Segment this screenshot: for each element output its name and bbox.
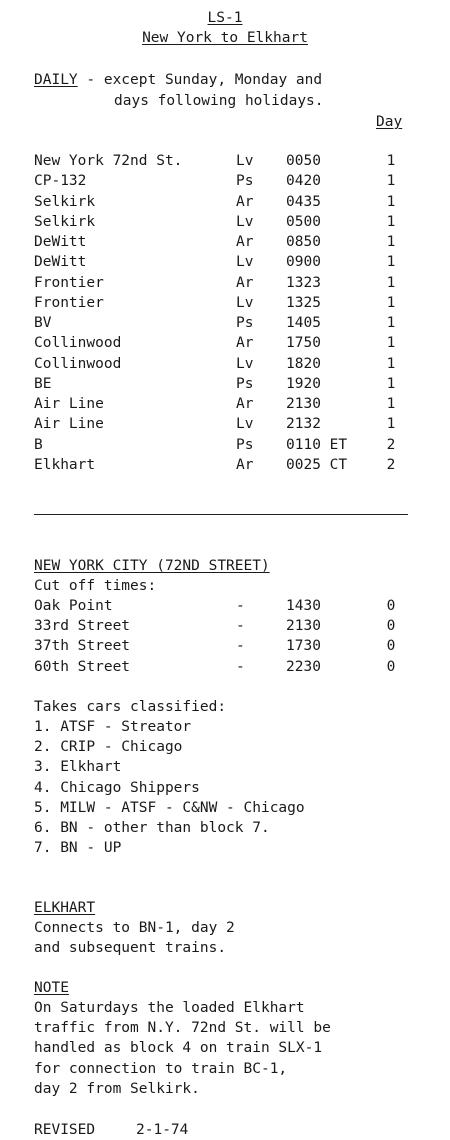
classified-item: 4. Chicago Shippers xyxy=(34,780,200,796)
schedule-row xyxy=(0,435,450,455)
station-name: Frontier xyxy=(34,295,104,311)
arrival-code: Lv xyxy=(236,153,254,169)
cutoff-location: Oak Point xyxy=(34,598,113,614)
classified-item: 5. MILW - ATSF - C&NW - Chicago xyxy=(34,800,305,816)
day: 1 xyxy=(386,356,396,372)
station-name: BV xyxy=(34,315,52,331)
cutoff-location: 33rd Street xyxy=(34,618,131,634)
time: 1820 xyxy=(286,356,321,372)
time: 1323 xyxy=(286,275,321,291)
station-name: BE xyxy=(34,376,52,392)
station-name: Collinwood xyxy=(34,335,122,351)
time: 1325 xyxy=(286,295,321,311)
station-name: Selkirk xyxy=(34,214,96,230)
note-line: handled as block 4 on train SLX-1 xyxy=(34,1040,323,1056)
note-line: traffic from N.Y. 72nd St. will be xyxy=(34,1020,331,1036)
arrival-code: Ps xyxy=(236,173,254,189)
route-title: New York to Elkhart xyxy=(142,30,308,47)
schedule-row xyxy=(0,232,450,252)
day: 1 xyxy=(386,234,396,250)
cutoff-location: 37th Street xyxy=(34,638,131,654)
schedule-row xyxy=(0,455,450,475)
arrival-code: Ar xyxy=(236,396,254,412)
day: 1 xyxy=(386,335,396,351)
time: 0050 xyxy=(286,153,321,169)
time: 0025 CT xyxy=(286,457,348,473)
station-name: B xyxy=(34,437,43,453)
day: 1 xyxy=(386,254,396,270)
arrival-code: Ps xyxy=(236,315,254,331)
schedule-row xyxy=(0,212,450,232)
cutoff-row xyxy=(0,657,450,677)
arrival-code: Lv xyxy=(236,295,254,311)
day: 1 xyxy=(386,315,396,331)
classified-label: Takes cars classified: xyxy=(34,699,227,715)
schedule-row xyxy=(0,374,450,394)
schedule-row xyxy=(0,394,450,414)
schedule-row xyxy=(0,313,450,333)
cutoff-location: 60th Street xyxy=(34,659,131,675)
cutoff-time: 1430 xyxy=(286,598,321,614)
arrival-code: Ar xyxy=(236,275,254,291)
station-name: Air Line xyxy=(34,416,104,432)
cutoff-dash: - xyxy=(236,659,245,675)
classified-item: 2. CRIP - Chicago xyxy=(34,739,183,755)
arrival-code: Ar xyxy=(236,335,254,351)
station-name: Collinwood xyxy=(34,356,122,372)
schedule-row xyxy=(0,333,450,353)
time: 0420 xyxy=(286,173,321,189)
arrival-code: Lv xyxy=(236,416,254,432)
time: 0500 xyxy=(286,214,321,230)
time: 1920 xyxy=(286,376,321,392)
time: 2130 xyxy=(286,396,321,412)
note-line: day 2 from Selkirk. xyxy=(34,1081,200,1097)
cutoff-dash: - xyxy=(236,598,245,614)
day: 1 xyxy=(386,173,396,189)
time: 1750 xyxy=(286,335,321,351)
time: 1405 xyxy=(286,315,321,331)
time: 2132 xyxy=(286,416,321,432)
schedule-row xyxy=(0,414,450,434)
classified-item: 3. Elkhart xyxy=(34,759,122,775)
cutoff-dash: - xyxy=(236,618,245,634)
cutoff-row xyxy=(0,636,450,656)
cutoff-dash: - xyxy=(236,638,245,654)
arrival-code: Ps xyxy=(236,376,254,392)
title-block xyxy=(0,8,450,48)
classified-item: 7. BN - UP xyxy=(34,840,122,856)
classified-item: 1. ATSF - Streator xyxy=(34,719,192,735)
arrival-code: Lv xyxy=(236,254,254,270)
day: 1 xyxy=(386,396,396,412)
day: 1 xyxy=(386,295,396,311)
arrival-code: Ps xyxy=(236,437,254,453)
time: 0850 xyxy=(286,234,321,250)
day: 2 xyxy=(386,457,396,473)
schedule-row xyxy=(0,192,450,212)
station-name: DeWitt xyxy=(34,254,87,270)
cutoff-time: 2230 xyxy=(286,659,321,675)
day: 1 xyxy=(386,376,396,392)
station-name: Frontier xyxy=(34,275,104,291)
cutoff-row xyxy=(0,596,450,616)
arrival-code: Lv xyxy=(236,214,254,230)
service-text-2: days following holidays. xyxy=(114,93,324,109)
day: 2 xyxy=(386,437,396,453)
cutoff-day: 0 xyxy=(386,598,396,614)
station-name: DeWitt xyxy=(34,234,87,250)
time: 0900 xyxy=(286,254,321,270)
classified-item: 6. BN - other than block 7. xyxy=(34,820,270,836)
schedule-row xyxy=(0,171,450,191)
station-name: Elkhart xyxy=(34,457,96,473)
note-line: for connection to train BC-1, xyxy=(34,1061,288,1077)
schedule-row xyxy=(0,354,450,374)
section-divider xyxy=(34,514,408,515)
nyc-heading: NEW YORK CITY (72ND STREET) xyxy=(34,558,270,574)
schedule-row xyxy=(0,293,450,313)
time: 0110 ET xyxy=(286,437,348,453)
note-heading: NOTE xyxy=(34,980,69,996)
revised-date: 2-1-74 xyxy=(136,1122,189,1138)
elkhart-heading: ELKHART xyxy=(34,900,96,916)
cutoff-time: 1730 xyxy=(286,638,321,654)
arrival-code: Lv xyxy=(236,356,254,372)
train-code: LS-1 xyxy=(207,10,243,26)
day-column-header: Day xyxy=(376,114,403,130)
day: 1 xyxy=(386,194,396,210)
station-name: Selkirk xyxy=(34,194,96,210)
cutoff-day: 0 xyxy=(386,638,396,654)
service-label: DAILY xyxy=(34,72,78,88)
station-name: Air Line xyxy=(34,396,104,412)
cutoff-label: Cut off times: xyxy=(34,578,157,594)
elkhart-line: and subsequent trains. xyxy=(34,940,227,956)
schedule-row xyxy=(0,273,450,293)
revised-label: REVISED xyxy=(34,1122,96,1138)
service-line-1 xyxy=(34,70,322,90)
arrival-code: Ar xyxy=(236,194,254,210)
cutoff-day: 0 xyxy=(386,618,396,634)
arrival-code: Ar xyxy=(236,234,254,250)
note-line: On Saturdays the loaded Elkhart xyxy=(34,1000,305,1016)
day: 1 xyxy=(386,214,396,230)
arrival-code: Ar xyxy=(236,457,254,473)
cutoff-time: 2130 xyxy=(286,618,321,634)
station-name: CP-132 xyxy=(34,173,87,189)
cutoff-row xyxy=(0,616,450,636)
schedule-row xyxy=(0,151,450,171)
schedule-row xyxy=(0,252,450,272)
service-text-1: - except Sunday, Monday and xyxy=(77,72,323,88)
day: 1 xyxy=(386,416,396,432)
day: 1 xyxy=(386,153,396,169)
station-name: New York 72nd St. xyxy=(34,153,183,169)
cutoff-day: 0 xyxy=(386,659,396,675)
day: 1 xyxy=(386,275,396,291)
time: 0435 xyxy=(286,194,321,210)
elkhart-line: Connects to BN-1, day 2 xyxy=(34,920,235,936)
